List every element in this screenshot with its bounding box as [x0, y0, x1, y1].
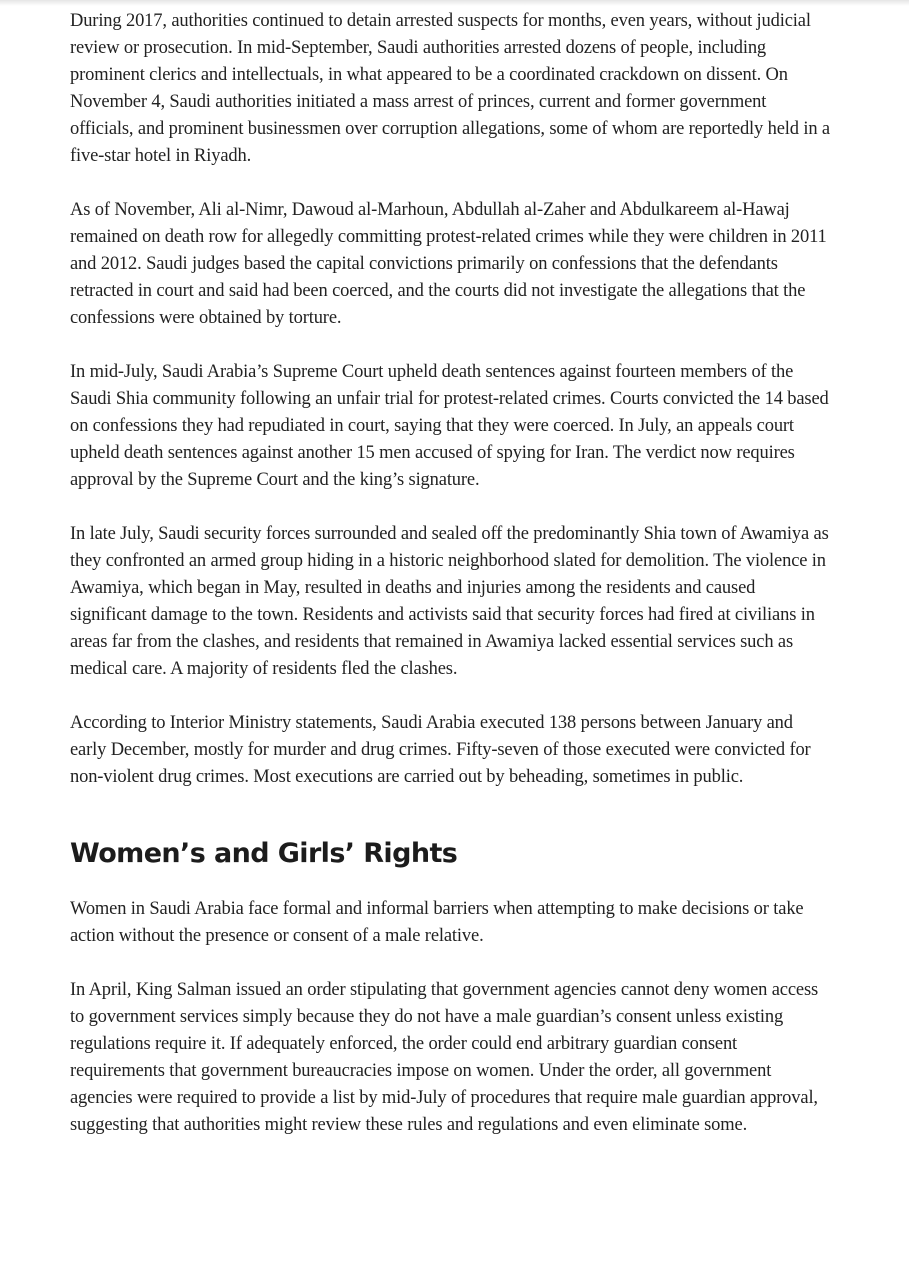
paragraph-death-row-children: As of November, Ali al-Nimr, Dawoud al-Marhoun, Abdullah al-Zaher and Abdulkareem al-Hawaj remained on death row for allegedly committing protest-related crimes while they were children in 2011 and 2012. Saudi judges based the capital convictions primarily on confessions that the defendants retracted in court and said had been coerced, and the courts did not investigate the allegations that the confessions were obtained by torture.: [70, 200, 827, 328]
top-scroll-shadow: [0, 0, 909, 6]
paragraph-guardianship-barriers: Women in Saudi Arabia face formal and informal barriers when attempting to make decisions or take action without the presence or consent of a male relative.: [70, 899, 804, 946]
paragraph-detentions: During 2017, authorities continued to detain arrested suspects for months, even years, without judicial review or prosecution. In mid-September, Saudi authorities arrested dozens of people, including prominent clerics and intellectuals, in what appeared to be a coordinated crackdown on dissent. On November 4, Saudi authorities initiated a mass arrest of princes, current and former government officials, and prominent businessmen over corruption allegations, some of whom are reportedly held in a five-star hotel in Riyadh.: [70, 11, 830, 166]
article-body: [70, 8, 830, 1166]
section-heading-womens-rights: Women’s and Girls’ Rights: [70, 838, 458, 869]
paragraph-awamiya: In late July, Saudi security forces surrounded and sealed off the predominantly Shia town of Awamiya as they confronted an armed group hiding in a historic neighborhood slated for demolition. The violence in Awamiya, which began in May, resulted in deaths and injuries among the residents and caused significant damage to the town. Residents and activists said that security forces had fired at civilians in areas far from the clashes, and residents that remained in Awamiya lacked essential services such as medical care. A majority of residents fled the clashes.: [70, 524, 829, 679]
paragraph-king-salman-order: In April, King Salman issued an order stipulating that government agencies cannot deny women access to government services simply because they do not have a male guardian’s consent unless existing regulations require it. If adequately enforced, the order could end arbitrary guardian consent requirements that government bureaucracies impose on women. Under the order, all government agencies were required to provide a list by mid-July of procedures that require male guardian approval, suggesting that authorities might review these rules and regulations and even eliminate some.: [70, 980, 819, 1135]
paragraph-supreme-court-sentences: In mid-July, Saudi Arabia’s Supreme Court upheld death sentences against fourteen members of the Saudi Shia community following an unfair trial for protest-related crimes. Courts convicted the 14 based on confessions they had repudiated in court, saying that they were coerced. In July, an appeals court upheld death sentences against another 15 men accused of spying for Iran. The verdict now requires approval by the Supreme Court and the king’s signature.: [70, 362, 829, 490]
paragraph-executions: According to Interior Ministry statements, Saudi Arabia executed 138 persons between January and early December, mostly for murder and drug crimes. Fifty-seven of those executed were convicted for non-violent drug crimes. Most executions are carried out by beheading, sometimes in public.: [70, 713, 811, 787]
